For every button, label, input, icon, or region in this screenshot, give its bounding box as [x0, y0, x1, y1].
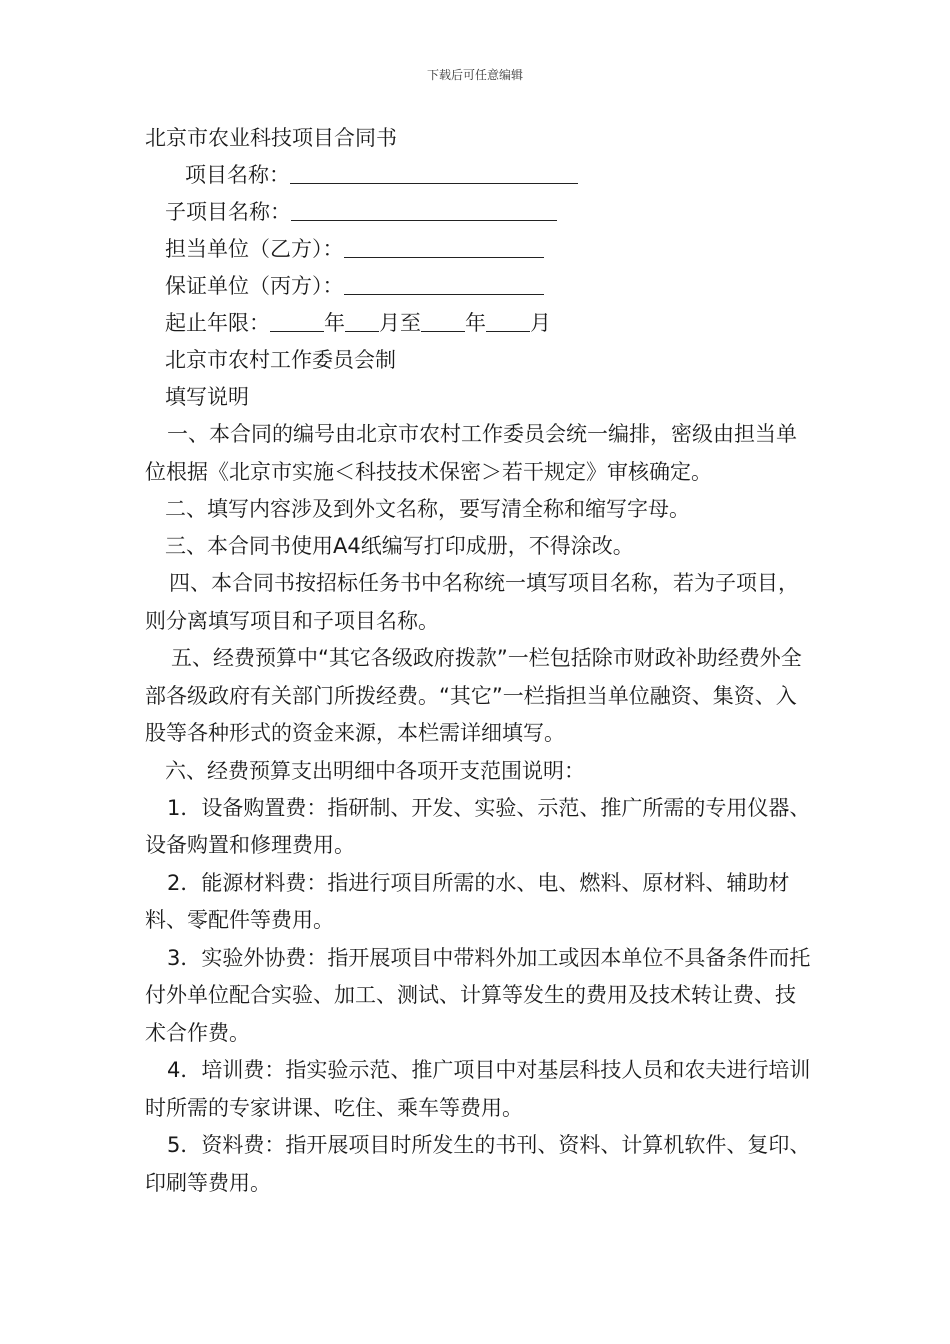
instructions-heading: 填写说明: [165, 385, 249, 409]
project-name-field: [145, 157, 815, 194]
start-year-blank: [270, 309, 324, 332]
instruction-paragraph-6: 六、经费预算支出明细中各项开支范围说明：: [165, 758, 585, 783]
month-label-2: 月: [530, 311, 551, 335]
project-name-label: 项目名称：: [185, 163, 290, 187]
undertaking-unit-field: [145, 231, 815, 268]
expense-item-2: 2．能源材料费：指进行项目所需的水、电、燃料、原材料、辅助材料、零配件等费用。: [145, 870, 790, 932]
year-label-2: 年: [465, 311, 486, 335]
instruction-paragraph-2: 二、填写内容涉及到外文名称，要写清全称和缩写字母。: [165, 497, 690, 521]
period-field: [145, 305, 815, 342]
month-to-label: 月至: [379, 311, 421, 335]
expense-item-3: 3．实验外协费：指开展项目中带料外加工或因本单位不具备条件而托付外单位配合实验、加工、测试、计算等发生的费用及技术转让费、技术合作费。: [145, 945, 811, 1045]
sub-project-name-field: [145, 194, 815, 231]
instruction-paragraph-1: 一、本合同的编号由北京市农村工作委员会统一编排，密级由担当单位根据《北京市实施＜科技技术保密＞若干规定》审核确定。: [145, 422, 797, 484]
undertaking-unit-blank: [344, 235, 544, 258]
year-label-1: 年: [324, 311, 345, 335]
instruction-paragraph-5: 五、经费预算中“其它各级政府拨款”一栏包括除市财政补助经费外全部各级政府有关部门所拨经费。“其它”一栏指担当单位融资、集资、入股等各种形式的资金来源，本栏需详细填写。: [145, 646, 802, 745]
instruction-paragraph-4: 四、本合同书按招标任务书中名称统一填写项目名称，若为子项目，则分离填写项目和子项目名称。: [145, 571, 799, 633]
document-title: 北京市农业科技项目合同书: [145, 126, 397, 150]
guarantee-unit-field: [145, 268, 815, 305]
expense-item-1: 1．设备购置费：指研制、开发、实验、示范、推广所需的专用仪器、设备购置和修理费用。: [145, 795, 811, 857]
start-month-blank: [345, 309, 379, 332]
sub-project-name-blank: [291, 198, 557, 221]
page-header-note: 下载后可任意编辑: [426, 68, 523, 82]
instruction-paragraph-3: 三、本合同书使用A4纸编写打印成册，不得涂改。: [165, 534, 634, 558]
sub-project-name-label: 子项目名称：: [165, 200, 291, 224]
expense-item-5: 5．资料费：指开展项目时所发生的书刊、资料、计算机软件、复印、印刷等费用。: [145, 1133, 811, 1195]
undertaking-unit-label: 担当单位（乙方）：: [165, 237, 344, 261]
issuer-line: 北京市农村工作委员会制: [165, 348, 396, 372]
period-label: 起止年限：: [165, 311, 270, 335]
expense-item-4: 4．培训费：指实验示范、推广项目中对基层科技人员和农夫进行培训时所需的专家讲课、吃住、乘车等费用。: [145, 1058, 811, 1120]
end-month-blank: [486, 309, 530, 332]
guarantee-unit-label: 保证单位（丙方）：: [165, 274, 344, 298]
end-year-blank: [421, 309, 465, 332]
project-name-blank: [290, 161, 578, 184]
document-body: [145, 120, 815, 1202]
guarantee-unit-blank: [344, 272, 544, 295]
